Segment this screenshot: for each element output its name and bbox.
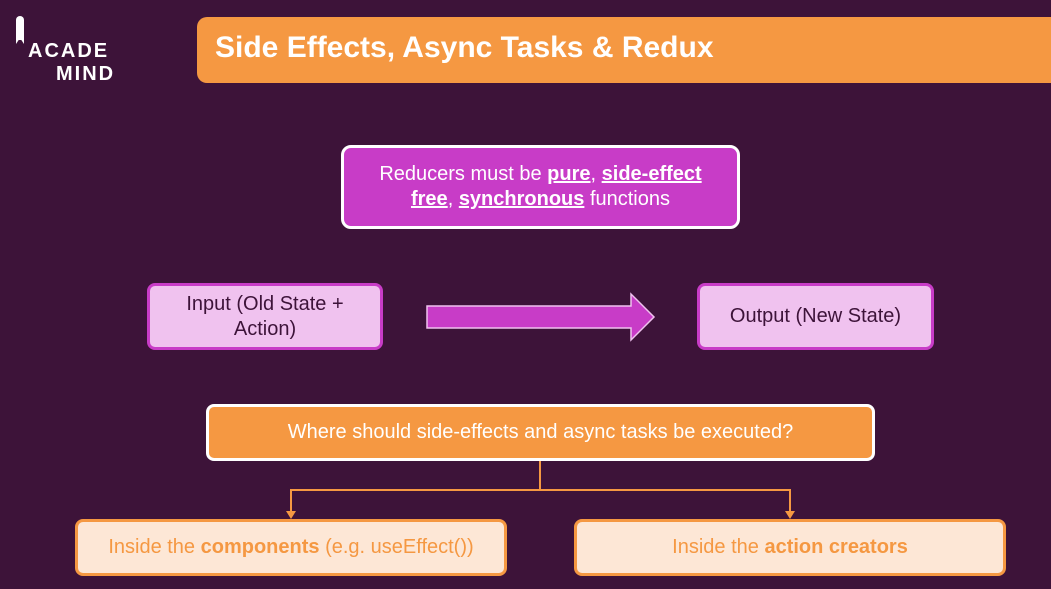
rule-sep2: , xyxy=(447,188,459,210)
output-label: Output (New State) xyxy=(729,305,902,327)
logo-text-line2: MIND xyxy=(56,63,116,85)
logo-text-line1: ACADE xyxy=(28,40,110,62)
rule-sep1: , xyxy=(590,163,602,185)
rule-synchronous: synchronous xyxy=(458,188,585,210)
reducer-rule-box xyxy=(341,145,740,229)
answer1-prefix: Inside the xyxy=(108,536,201,558)
answer2-prefix: Inside the xyxy=(672,536,765,558)
slide-title: Side Effects, Async Tasks & Redux xyxy=(215,31,714,64)
reducer-rule-text xyxy=(362,162,719,212)
question-box xyxy=(206,404,875,461)
output-box xyxy=(697,283,934,350)
answer2-bold: action creators xyxy=(764,536,908,558)
rule-side-effect-free: side-effect free xyxy=(410,163,702,210)
answer-components-box xyxy=(75,519,507,576)
connector-branch-left xyxy=(291,490,540,512)
answer1-suffix: (e.g. useEffect()) xyxy=(319,536,474,558)
right-arrow-icon xyxy=(427,294,654,340)
arrowhead-right-icon xyxy=(785,511,795,519)
question-text: Where should side-effects and async tasks be executed? xyxy=(287,421,794,443)
answer-action-creators-text xyxy=(672,536,908,559)
academind-logo xyxy=(14,14,124,84)
arrowhead-left-icon xyxy=(286,511,296,519)
input-box xyxy=(147,283,383,350)
input-label: Input (Old State + Action) xyxy=(186,292,344,340)
title-bar xyxy=(197,17,1051,83)
rule-pure: pure xyxy=(547,163,591,185)
rule-prefix: Reducers must be xyxy=(379,163,548,185)
answer-components-text xyxy=(108,536,473,559)
connector-branch-right xyxy=(540,490,790,512)
bookmark-icon xyxy=(16,16,24,40)
rule-suffix: functions xyxy=(584,188,670,210)
answer-action-creators-box xyxy=(574,519,1006,576)
answer1-bold: components xyxy=(200,536,320,558)
